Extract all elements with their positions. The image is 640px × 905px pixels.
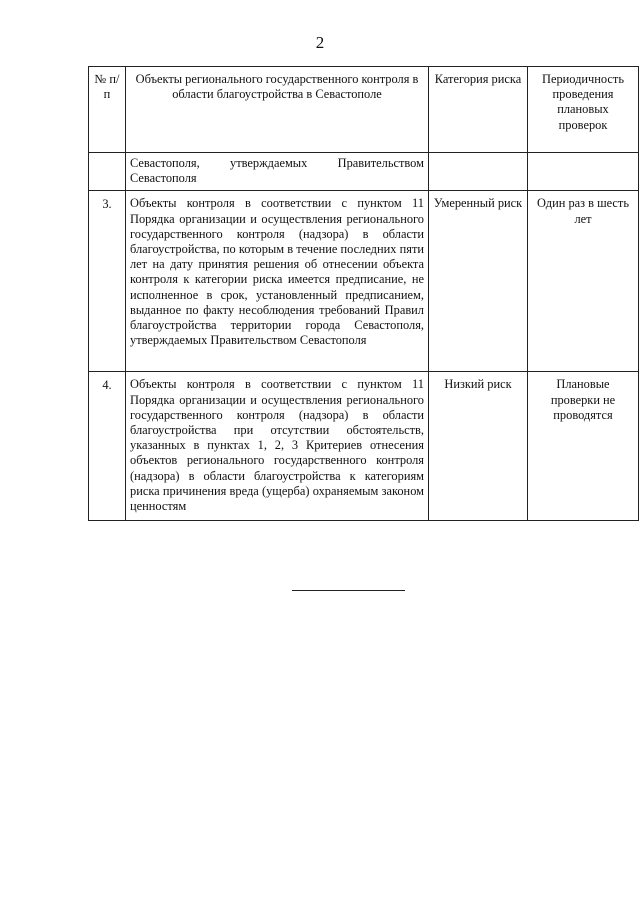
row-risk: Низкий риск [429, 372, 528, 521]
table-header-row [89, 67, 639, 153]
row-num [89, 153, 126, 191]
header-num: № п/п [89, 67, 126, 153]
header-periodicity: Периодичность проведения плановых проверок [528, 67, 639, 153]
row-objects: Объекты контроля в соответствии с пунктом 11 Порядка организации и осуществления регионального государственного контроля (надзора) в области благоустройства при отсутствии обстоятельств, указанных в пунктах 1, 2, 3 Критериев отнесения объектов регионального государственного контроля (надзора) в области благоустройства к категориям риска причинения вреда (ущерба) охраняемым законом ценностям [126, 372, 429, 521]
row-num: 3. [89, 191, 126, 372]
row-objects: Севастополя, утверждаемых Правительством Севастополя [126, 153, 429, 191]
end-divider-line [292, 590, 405, 591]
page-number: 2 [315, 33, 325, 52]
table-row [89, 153, 639, 191]
row-num: 4. [89, 372, 126, 521]
risk-category-table [88, 66, 639, 521]
row-risk [429, 153, 528, 191]
header-risk: Категория риска [429, 67, 528, 153]
row-periodicity [528, 153, 639, 191]
row-risk: Умеренный риск [429, 191, 528, 372]
table-row [89, 191, 639, 372]
row-periodicity: Один раз в шесть лет [528, 191, 639, 372]
row-periodicity: Плановые проверки не проводятся [528, 372, 639, 521]
row-objects: Объекты контроля в соответствии с пунктом 11 Порядка организации и осуществления регионального государственного контроля (надзора) в области благоустройства, по которым в течение последних пяти лет на дату принятия решения об отнесении объекта контроля к категории риска имеется предписание, не исполненное в срок, установленный предписанием, выданное по факту несоблюдения требований Правил благоустройства территории города Севастополя, утверждаемых Правительством Севастополя [126, 191, 429, 372]
table-row [89, 372, 639, 521]
header-objects: Объекты регионального государственного контроля в области благоустройства в Севастополе [126, 67, 429, 153]
